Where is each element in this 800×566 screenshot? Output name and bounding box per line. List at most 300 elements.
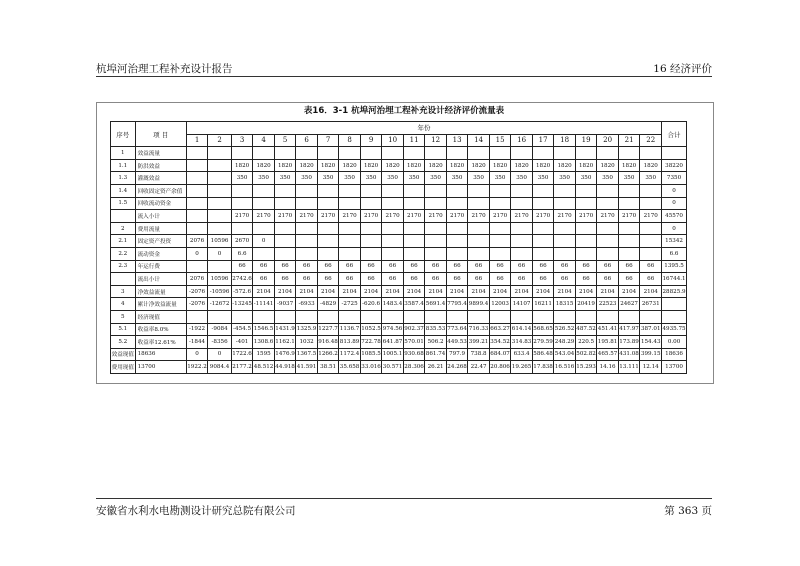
year-header-cell: 9 xyxy=(360,134,382,147)
header-rule xyxy=(96,76,712,77)
row-item-cell: 流出小计 xyxy=(135,273,186,286)
value-cell xyxy=(597,147,619,160)
value-cell: 2170 xyxy=(317,210,339,223)
value-cell xyxy=(640,235,662,248)
value-cell: 1820 xyxy=(575,159,597,172)
value-cell xyxy=(489,147,511,160)
value-cell: 66 xyxy=(382,273,404,286)
value-cell: 41.591 xyxy=(296,361,318,374)
value-cell: 195.81 xyxy=(597,336,619,349)
value-cell: 2177.2 xyxy=(231,361,253,374)
table-row xyxy=(111,323,687,336)
value-cell: 10596 xyxy=(208,235,232,248)
value-cell: 350 xyxy=(468,172,490,185)
table-row xyxy=(111,260,687,273)
value-cell: 0 xyxy=(253,235,275,248)
value-cell: 1431.9 xyxy=(274,323,296,336)
value-cell: 902.37 xyxy=(403,323,425,336)
year-header-cell: 22 xyxy=(640,134,662,147)
value-cell xyxy=(208,159,232,172)
value-cell: 1483.4 xyxy=(382,298,404,311)
table-row xyxy=(111,184,687,197)
value-cell xyxy=(253,197,275,210)
value-cell: 451.41 xyxy=(597,323,619,336)
value-cell xyxy=(403,222,425,235)
value-cell xyxy=(208,210,232,223)
value-cell: 3587.4 xyxy=(403,298,425,311)
value-cell: 66 xyxy=(511,273,533,286)
value-cell xyxy=(618,235,640,248)
value-cell: 2170 xyxy=(640,210,662,223)
value-cell: 1136.7 xyxy=(339,323,361,336)
value-cell xyxy=(186,172,208,185)
col-header-item: 项 目 xyxy=(135,122,186,147)
value-cell: 1820 xyxy=(532,159,554,172)
year-header-cell: 17 xyxy=(532,134,554,147)
value-cell xyxy=(296,197,318,210)
year-header-cell: 7 xyxy=(317,134,339,147)
value-cell: 154.43 xyxy=(640,336,662,349)
table-head-row-1 xyxy=(111,122,687,135)
table-row xyxy=(111,197,687,210)
table-row xyxy=(111,361,687,374)
value-cell xyxy=(425,147,447,160)
value-cell: 2104 xyxy=(360,285,382,298)
value-cell: 33.016 xyxy=(360,361,382,374)
value-cell: -6933 xyxy=(296,298,318,311)
value-cell: 5691.4 xyxy=(425,298,447,311)
value-cell: 1820 xyxy=(554,159,576,172)
value-cell: 350 xyxy=(339,172,361,185)
value-cell xyxy=(317,235,339,248)
value-cell: 684.07 xyxy=(489,348,511,361)
value-cell: 354.52 xyxy=(489,336,511,349)
value-cell xyxy=(296,184,318,197)
value-cell: 1820 xyxy=(618,159,640,172)
value-cell: 66 xyxy=(489,260,511,273)
value-cell: 1227.7 xyxy=(317,323,339,336)
value-cell xyxy=(208,172,232,185)
value-cell xyxy=(554,147,576,160)
table-body xyxy=(111,147,687,374)
value-cell xyxy=(618,310,640,323)
value-cell xyxy=(360,222,382,235)
value-cell: 974.56 xyxy=(382,323,404,336)
value-cell: 7795.4 xyxy=(446,298,468,311)
value-cell: 9899.4 xyxy=(468,298,490,311)
value-cell: 14107 xyxy=(511,298,533,311)
value-cell: 10596 xyxy=(208,273,232,286)
value-cell xyxy=(274,310,296,323)
value-cell xyxy=(403,184,425,197)
table-row xyxy=(111,147,687,160)
value-cell: 2170 xyxy=(382,210,404,223)
value-cell: 66 xyxy=(317,260,339,273)
row-seq-cell: 2.1 xyxy=(111,235,136,248)
value-cell: 1820 xyxy=(339,159,361,172)
value-cell: 1595 xyxy=(253,348,275,361)
value-cell xyxy=(618,197,640,210)
value-cell: 570.01 xyxy=(403,336,425,349)
value-cell: 2104 xyxy=(489,285,511,298)
year-header-cell: 5 xyxy=(274,134,296,147)
value-cell: 1820 xyxy=(231,159,253,172)
value-cell xyxy=(208,310,232,323)
value-cell xyxy=(253,247,275,260)
value-cell: 1367.5 xyxy=(296,348,318,361)
value-cell xyxy=(511,147,533,160)
value-cell xyxy=(532,310,554,323)
value-cell: 48.512 xyxy=(253,361,275,374)
year-header-cell: 20 xyxy=(597,134,619,147)
value-cell: 66 xyxy=(511,260,533,273)
value-cell: 2104 xyxy=(296,285,318,298)
row-total-cell: 18636 xyxy=(662,348,687,361)
value-cell xyxy=(554,222,576,235)
value-cell: 738.8 xyxy=(468,348,490,361)
value-cell: 2104 xyxy=(425,285,447,298)
value-cell xyxy=(575,235,597,248)
value-cell: 16211 xyxy=(532,298,554,311)
value-cell xyxy=(339,310,361,323)
value-cell: 30.571 xyxy=(382,361,404,374)
value-cell xyxy=(446,184,468,197)
value-cell xyxy=(339,197,361,210)
value-cell xyxy=(317,222,339,235)
value-cell xyxy=(382,235,404,248)
value-cell: 1820 xyxy=(360,159,382,172)
value-cell: 350 xyxy=(597,172,619,185)
value-cell xyxy=(339,184,361,197)
row-item-cell: 经济现值 xyxy=(135,310,186,323)
value-cell: 633.4 xyxy=(511,348,533,361)
row-seq-cell: 3 xyxy=(111,285,136,298)
value-cell: -1922 xyxy=(186,323,208,336)
value-cell xyxy=(317,310,339,323)
value-cell: 1820 xyxy=(425,159,447,172)
value-cell xyxy=(532,184,554,197)
value-cell xyxy=(575,247,597,260)
value-cell xyxy=(296,235,318,248)
year-header-cell: 11 xyxy=(403,134,425,147)
row-item-cell: 效益流量 xyxy=(135,147,186,160)
value-cell: 66 xyxy=(296,273,318,286)
value-cell: 66 xyxy=(231,260,253,273)
year-header-cell: 2 xyxy=(208,134,232,147)
value-cell: 1032 xyxy=(296,336,318,349)
value-cell: 220.5 xyxy=(575,336,597,349)
value-cell xyxy=(618,247,640,260)
value-cell xyxy=(597,235,619,248)
row-item-cell: 年运行费 xyxy=(135,260,186,273)
table-row xyxy=(111,336,687,349)
value-cell: -2725 xyxy=(339,298,361,311)
value-cell xyxy=(186,210,208,223)
value-cell: 399.21 xyxy=(468,336,490,349)
value-cell: 20.806 xyxy=(489,361,511,374)
value-cell: 22.47 xyxy=(468,361,490,374)
value-cell: 350 xyxy=(274,172,296,185)
row-total-cell xyxy=(662,310,687,323)
row-total-cell: 1395.5 xyxy=(662,260,687,273)
value-cell xyxy=(296,247,318,260)
value-cell: -401 xyxy=(231,336,253,349)
value-cell xyxy=(253,222,275,235)
value-cell: 66 xyxy=(339,260,361,273)
row-total-cell: 13700 xyxy=(662,361,687,374)
value-cell xyxy=(532,222,554,235)
row-total-cell xyxy=(662,298,687,311)
value-cell xyxy=(425,247,447,260)
value-cell xyxy=(339,247,361,260)
value-cell xyxy=(489,197,511,210)
value-cell xyxy=(296,222,318,235)
value-cell: 1820 xyxy=(382,159,404,172)
value-cell: 487.52 xyxy=(575,323,597,336)
value-cell: 2170 xyxy=(597,210,619,223)
table-row xyxy=(111,159,687,172)
value-cell: 66 xyxy=(446,260,468,273)
value-cell xyxy=(403,147,425,160)
table-row xyxy=(111,348,687,361)
value-cell: 12.14 xyxy=(640,361,662,374)
value-cell xyxy=(231,184,253,197)
value-cell xyxy=(640,197,662,210)
value-cell xyxy=(382,197,404,210)
value-cell xyxy=(468,147,490,160)
value-cell xyxy=(597,247,619,260)
value-cell: 0 xyxy=(186,247,208,260)
value-cell xyxy=(382,247,404,260)
value-cell: 2170 xyxy=(253,210,275,223)
value-cell: 2170 xyxy=(403,210,425,223)
value-cell xyxy=(489,247,511,260)
value-cell: 2104 xyxy=(339,285,361,298)
value-cell xyxy=(511,247,533,260)
row-seq-cell xyxy=(111,273,136,286)
value-cell: 66 xyxy=(575,260,597,273)
table-head xyxy=(111,122,687,147)
header-report-title: 杭埠河治理工程补充设计报告 xyxy=(96,63,233,75)
value-cell: 1820 xyxy=(296,159,318,172)
value-cell: 350 xyxy=(296,172,318,185)
value-cell: 1820 xyxy=(446,159,468,172)
value-cell xyxy=(468,235,490,248)
value-cell: 350 xyxy=(317,172,339,185)
row-total-cell: 4935.75 xyxy=(662,323,687,336)
value-cell xyxy=(317,184,339,197)
row-item-cell: 18636 xyxy=(135,348,186,361)
value-cell xyxy=(446,235,468,248)
value-cell xyxy=(575,310,597,323)
value-cell: 2170 xyxy=(489,210,511,223)
value-cell xyxy=(597,197,619,210)
value-cell: 66 xyxy=(640,260,662,273)
value-cell: 930.68 xyxy=(403,348,425,361)
value-cell xyxy=(274,247,296,260)
value-cell: 2104 xyxy=(554,285,576,298)
value-cell: 66 xyxy=(597,273,619,286)
row-seq-cell: 效益现值 xyxy=(111,348,136,361)
value-cell: 350 xyxy=(253,172,275,185)
value-cell: 350 xyxy=(554,172,576,185)
value-cell: 2104 xyxy=(575,285,597,298)
value-cell xyxy=(640,184,662,197)
value-cell xyxy=(640,310,662,323)
value-cell: 279.59 xyxy=(532,336,554,349)
year-header-row xyxy=(111,134,687,147)
value-cell: 861.74 xyxy=(425,348,447,361)
value-cell: 1820 xyxy=(640,159,662,172)
value-cell: 66 xyxy=(425,273,447,286)
row-item-cell: 流动资金 xyxy=(135,247,186,260)
value-cell xyxy=(274,147,296,160)
value-cell xyxy=(425,235,447,248)
value-cell xyxy=(208,260,232,273)
value-cell xyxy=(532,247,554,260)
row-seq-cell: 4 xyxy=(111,298,136,311)
value-cell: 350 xyxy=(575,172,597,185)
value-cell: 12003 xyxy=(489,298,511,311)
value-cell: 614.14 xyxy=(511,323,533,336)
row-total-cell: 7350 xyxy=(662,172,687,185)
row-total-cell: 0.00 xyxy=(662,336,687,349)
value-cell: -454.5 xyxy=(231,323,253,336)
value-cell: -12672 xyxy=(208,298,232,311)
value-cell: 1820 xyxy=(253,159,275,172)
value-cell: 813.89 xyxy=(339,336,361,349)
row-total-cell: 15342 xyxy=(662,235,687,248)
row-seq-cell: 5.2 xyxy=(111,336,136,349)
value-cell xyxy=(446,222,468,235)
row-item-cell: 防洪效益 xyxy=(135,159,186,172)
value-cell xyxy=(360,197,382,210)
value-cell: 1922.2 xyxy=(186,361,208,374)
value-cell: 2170 xyxy=(360,210,382,223)
value-cell: 417.97 xyxy=(618,323,640,336)
row-seq-cell: 1.3 xyxy=(111,172,136,185)
value-cell xyxy=(468,197,490,210)
value-cell: 2170 xyxy=(446,210,468,223)
value-cell xyxy=(618,147,640,160)
footer-page-number: 第 363 页 xyxy=(664,505,712,517)
value-cell: 66 xyxy=(253,260,275,273)
value-cell: 66 xyxy=(554,273,576,286)
value-cell xyxy=(186,310,208,323)
value-cell xyxy=(468,247,490,260)
value-cell xyxy=(640,247,662,260)
value-cell: 502.82 xyxy=(575,348,597,361)
row-total-cell: 28825.9 xyxy=(662,285,687,298)
value-cell: 2170 xyxy=(511,210,533,223)
value-cell xyxy=(231,147,253,160)
value-cell: 248.29 xyxy=(554,336,576,349)
row-total-cell: 38220 xyxy=(662,159,687,172)
value-cell xyxy=(186,184,208,197)
value-cell: 1820 xyxy=(274,159,296,172)
value-cell xyxy=(403,310,425,323)
value-cell: 2670 xyxy=(231,235,253,248)
value-cell xyxy=(231,197,253,210)
year-header-cell: 19 xyxy=(575,134,597,147)
value-cell xyxy=(382,184,404,197)
value-cell xyxy=(208,222,232,235)
value-cell: 2742.6 xyxy=(231,273,253,286)
value-cell: 66 xyxy=(468,260,490,273)
value-cell: 14.16 xyxy=(597,361,619,374)
value-cell xyxy=(575,222,597,235)
value-cell xyxy=(382,147,404,160)
value-cell xyxy=(186,159,208,172)
value-cell: 20419 xyxy=(575,298,597,311)
value-cell: 1308.6 xyxy=(253,336,275,349)
value-cell xyxy=(231,310,253,323)
value-cell: 1722.6 xyxy=(231,348,253,361)
value-cell: 1820 xyxy=(317,159,339,172)
value-cell xyxy=(511,310,533,323)
value-cell xyxy=(575,147,597,160)
value-cell xyxy=(296,310,318,323)
row-item-cell: 固定资产投资 xyxy=(135,235,186,248)
row-seq-cell: 2.3 xyxy=(111,260,136,273)
value-cell xyxy=(425,197,447,210)
row-item-cell: 累计净效益流量 xyxy=(135,298,186,311)
value-cell xyxy=(403,197,425,210)
row-item-cell: 费用流量 xyxy=(135,222,186,235)
value-cell: 66 xyxy=(274,273,296,286)
row-total-cell: 0 xyxy=(662,184,687,197)
value-cell: 314.83 xyxy=(511,336,533,349)
table-row xyxy=(111,172,687,185)
year-header-cell: 16 xyxy=(511,134,533,147)
year-header-cell: 4 xyxy=(253,134,275,147)
value-cell: 916.48 xyxy=(317,336,339,349)
value-cell: 350 xyxy=(425,172,447,185)
row-total-cell: 0 xyxy=(662,222,687,235)
value-cell xyxy=(339,147,361,160)
value-cell: 2104 xyxy=(382,285,404,298)
value-cell: 0 xyxy=(208,247,232,260)
value-cell: -2076 xyxy=(186,298,208,311)
value-cell: 2104 xyxy=(597,285,619,298)
value-cell: 2170 xyxy=(231,210,253,223)
value-cell xyxy=(317,247,339,260)
value-cell xyxy=(186,260,208,273)
value-cell xyxy=(274,184,296,197)
value-cell xyxy=(489,310,511,323)
value-cell xyxy=(597,310,619,323)
value-cell: 66 xyxy=(575,273,597,286)
value-cell: -11141 xyxy=(253,298,275,311)
row-seq-cell: 2 xyxy=(111,222,136,235)
value-cell: 350 xyxy=(231,172,253,185)
value-cell: 350 xyxy=(618,172,640,185)
table-row xyxy=(111,235,687,248)
value-cell xyxy=(468,184,490,197)
value-cell xyxy=(575,197,597,210)
value-cell xyxy=(640,222,662,235)
value-cell xyxy=(274,222,296,235)
value-cell: -4829 xyxy=(317,298,339,311)
row-seq-cell: 1.1 xyxy=(111,159,136,172)
value-cell: 2104 xyxy=(274,285,296,298)
value-cell: 2170 xyxy=(296,210,318,223)
value-cell: 9084.4 xyxy=(208,361,232,374)
value-cell xyxy=(382,222,404,235)
value-cell: 1820 xyxy=(403,159,425,172)
value-cell: 0 xyxy=(186,348,208,361)
value-cell xyxy=(597,184,619,197)
